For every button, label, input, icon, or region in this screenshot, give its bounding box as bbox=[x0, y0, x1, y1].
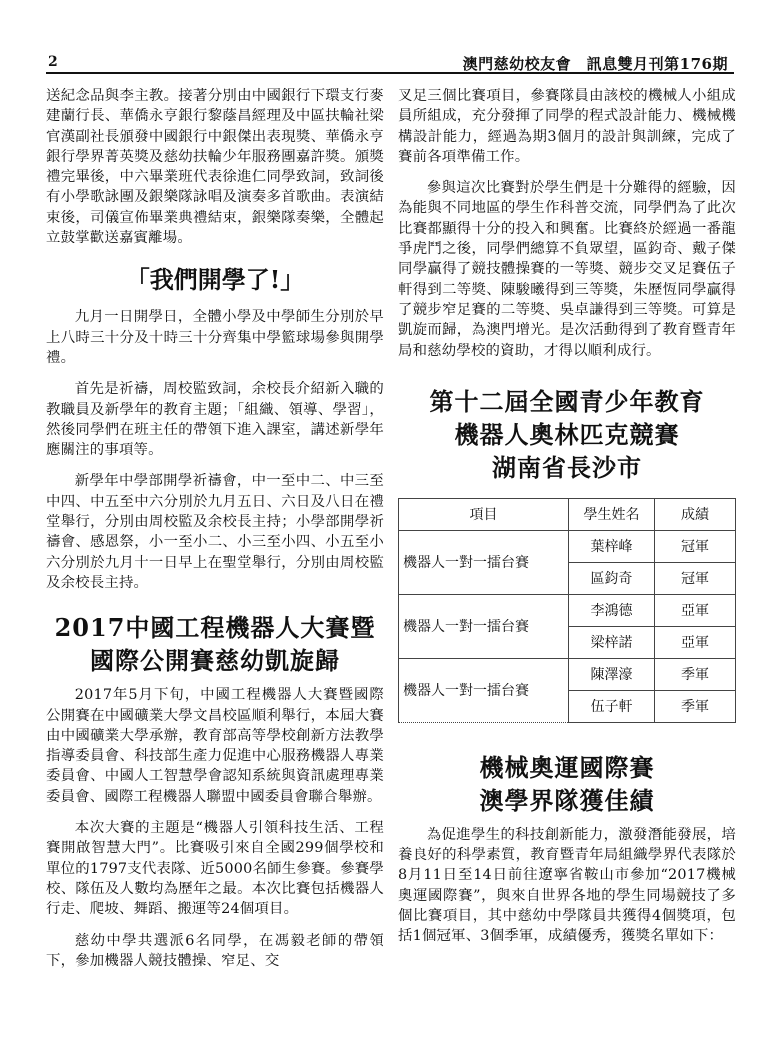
student-name-cell: 葉梓峰 bbox=[569, 530, 655, 562]
student-name-cell: 伍子軒 bbox=[569, 690, 655, 722]
page-number: 2 bbox=[48, 54, 58, 70]
olympiad-results-table bbox=[398, 498, 736, 723]
mechanical-olympics-heading-line-1: 機械奧運國際賽 bbox=[479, 752, 655, 782]
graduation-paragraph: 送紀念品與李主教。接著分別由中國銀行下環支行麥建蘭行長、華僑永亨銀行黎蔭昌經理及中區扶輪社梁官漢副社長頒發中國銀行中銀傑出表現獎、華僑永亨銀行學界菁英獎及慈幼扶輪少年服務團嘉許獎。頒獎禮完畢後，中六畢業班代表徐進仁同學致詞，致詞後有小學歌詠團及銀樂隊詠唱及演奏多首歌曲。表演結束後，司儀宣佈畢業典禮結束，銀樂隊奏樂，全體起立鼓掌歡送嘉賓離場。 bbox=[46, 88, 384, 247]
school-start-paragraph-2: 首先是祈禱，周校監致詞，余校長介紹新入職的教職員及新學年的教育主題；「組織、領導、學習」，然後同學們在班主任的帶領下進入課室，講述新學年應關注的事項等。 bbox=[46, 381, 384, 459]
left-column bbox=[46, 86, 384, 971]
robot-contest-paragraph-5: 參與這次比賽對於學生們是十分難得的經驗，因為能與不同地區的學生作科普交流，同學們為了此次比賽都顯得十分的投入和興奮。比賽終於經過一番龍爭虎鬥之後，同學們總算不負眾望，區鈞奇、戴子傑同學贏得了競技體操賽的一等獎、競步交叉足賽伍子軒得到二等獎、陳駿曦得到三等獎，朱歷恆同學贏得了競步窄足賽的二等獎、吳卓謙得到三等獎。可算是凱旋而歸，為澳門增光。是次活動得到了教育暨青年局和慈幼學校的資助，才得以順利成行。 bbox=[398, 180, 736, 359]
student-name-cell: 陳澤濠 bbox=[569, 658, 655, 690]
result-cell: 亞軍 bbox=[655, 594, 736, 626]
robot-contest-heading-line-1: 2017中國工程機器人大賽暨 bbox=[54, 613, 376, 643]
result-cell: 冠軍 bbox=[655, 562, 736, 594]
column-header-student-name: 學生姓名 bbox=[569, 498, 655, 530]
mechanical-olympics-heading-line-2: 澳學界隊獲佳績 bbox=[479, 785, 655, 815]
robot-contest-paragraph-4: 叉足三個比賽項目，參賽隊員由該校的機械人小組成員所組成，充分發揮了同學的程式設計能力、機械機構設計能力，經過為期3個月的設計與訓練，完成了賽前各項準備工作。 bbox=[398, 88, 736, 165]
student-name-cell: 李鴻德 bbox=[569, 594, 655, 626]
result-cell: 季軍 bbox=[655, 690, 736, 722]
robot-contest-paragraph-2: 本次大賽的主題是“機器人引領科技生活、工程賽開啟智慧大門”。比賽吸引來自全國299個學校和單位的1797支代表隊、近5000名師生參賽。參賽學校、隊伍及人數均為歷年之最。本次比賽包括機器人行走、爬坡、舞蹈、搬運等24個項目。 bbox=[46, 820, 384, 918]
olympiad-heading-line-3: 湖南省長沙市 bbox=[492, 452, 642, 482]
result-cell: 冠軍 bbox=[655, 530, 736, 562]
right-column bbox=[398, 86, 736, 947]
column-header-event: 項目 bbox=[399, 498, 569, 530]
column-header-result: 成績 bbox=[655, 498, 736, 530]
student-name-cell: 區鈞奇 bbox=[569, 562, 655, 594]
table-header-row bbox=[399, 498, 736, 530]
school-start-paragraph-1: 九月一日開學日，全體小學及中學師生分別於早上八時三十分及十時三十分齊集中學籃球場參與開學禮。 bbox=[46, 309, 384, 366]
robot-contest-paragraph-3: 慈幼中學共選派6名同學，在馮毅老師的帶領下，參加機器人競技體操、窄足、交 bbox=[46, 932, 384, 969]
olympiad-heading-line-1: 第十二屆全國青少年教育 bbox=[429, 386, 705, 416]
school-start-heading: 「我們開學了!」 bbox=[125, 265, 305, 295]
newsletter-title: 澳門慈幼校友會 訊息雙月刊第176期 bbox=[462, 55, 728, 73]
page-header bbox=[46, 52, 734, 74]
school-start-paragraph-3: 新學年中學部開學祈禱會，中一至中二、中三至中四、中五至中六分別於九月五日、六日及八日在禮堂舉行，分別由周校監及余校長主持；小學部開學祈禱會、感恩祭，小一至小二、小三至小四、小五至小六分別於九月十一日早上在聖堂舉行，分別由周校監及余校長主持。 bbox=[46, 473, 384, 591]
table-row bbox=[399, 594, 736, 626]
result-cell: 亞軍 bbox=[655, 626, 736, 658]
student-name-cell: 梁梓諾 bbox=[569, 626, 655, 658]
mechanical-olympics-paragraph: 為促進學生的科技創新能力，激發潛能發展，培養良好的科學素質，教育暨青年局組織學界代表隊於8月11日至14日前往遼寧省鞍山市參加“2017機械奧運國際賽”，與來自世界各地的學生同場競技了多個比賽項目，其中慈幼中學隊員共獲得4個獎項，包括1個冠軍、3個季軍，成績優秀，獲獎名單如下： bbox=[398, 826, 736, 945]
olympiad-heading-line-2: 機器人奧林匹克競賽 bbox=[454, 419, 680, 449]
event-cell: 機器人一對一擂台賽 bbox=[399, 530, 569, 594]
event-cell: 機器人一對一擂台賽 bbox=[399, 594, 569, 658]
robot-contest-paragraph-1: 2017年5月下旬，中國工程機器人大賽暨國際公開賽在中國礦業大學文昌校區順利舉行，本屆大賽由中國礦業大學承辦，教育部高等學校創新方法教學指導委員會、科技部生產力促進中心服務機器人專業委員會、中國人工智慧學會認知系統與資訊處理專業委員會、國際工程機器人聯盟中國委員會聯合舉辦。 bbox=[46, 687, 384, 805]
result-cell: 季軍 bbox=[655, 658, 736, 690]
robot-contest-heading-line-2: 國際公開賽慈幼凱旋歸 bbox=[90, 646, 340, 676]
table-row bbox=[399, 658, 736, 690]
table-row bbox=[399, 530, 736, 562]
event-cell: 機器人一對一擂台賽 bbox=[399, 658, 569, 722]
